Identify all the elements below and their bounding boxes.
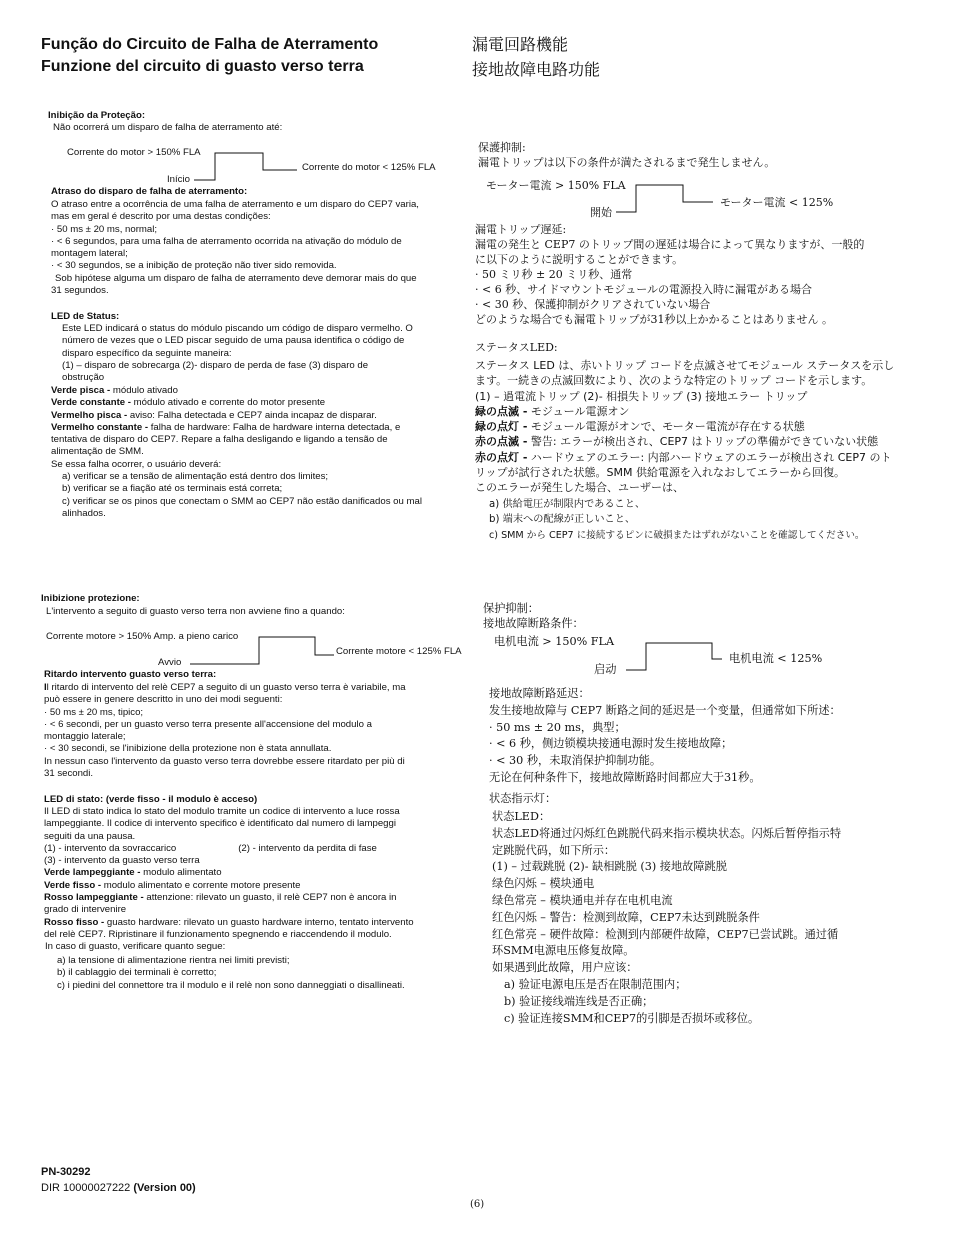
ja-green-solid: 緑の点灯 - モジュール電源がオンで、モーター電流が存在する状態 [475,420,805,434]
it-delay-line: · < 30 secondi, se l'inibizione della protezione non è stata annullata. [44,743,332,755]
zh-inhibit-text: 接地故障断路条件： [483,617,584,630]
ja-diagram-start-label: 開始 [590,206,612,219]
header-title-it: Funzione del circuito di guasto verso terra [41,58,364,75]
pt-red-solid-cont: tentativa de disparo do CEP7. Repare a falha desligando e ligando a tensão de [51,434,388,446]
it-red-flash: Rosso lampeggiante - attenzione: rilevato un guasto, il relè CEP7 non è ancora in [44,892,397,904]
pt-delay-line: Sob hipótese alguma um disparo de falha de aterramento deve demorar mais do que [55,272,417,284]
part-number: PN-30292 [41,1166,91,1178]
pt-green-flash: Verde pisca - módulo ativado [51,385,178,396]
pt-check-item: a) verificar se a tensão de alimentação está dentro dos limites; [62,471,329,482]
ja-red-solid: 赤の点灯 - ハードウェアのエラー: 内部ハードウェアのエラーが検出され CEP7 のト [475,450,892,464]
zh-checks [504,977,759,1027]
dir-line [41,1182,196,1194]
zh-led-line: 状态LED： [492,810,551,823]
pt-diagram-low-label: Corrente do motor < 125% FLA [302,162,436,173]
ja-check-item: c) SMM から CEP7 に接続するピンに破損またはずれがないことを確認してください。 [489,529,865,541]
dir-text: DIR 10000027222 [41,1182,134,1194]
it-check-item: a) la tensione di alimentazione rientra nei limiti previsti; [57,955,290,966]
pt-check-item: c) verificar se os pinos que conectam o SMM ao CEP7 não estão danificados ou mal [62,495,422,507]
it-delay-line: Il ritardo di intervento del relè CEP7 a seguito di un guasto verso terra è variabile, ma [44,682,406,693]
zh-delay-line: 接地故障断路延迟： [489,687,590,700]
zh-delay-line: · < 30 秒，未取消保护抑制功能。 [489,754,662,768]
zh-led-line: 环SMM电源电压修复故障。 [492,944,635,958]
ja-red-solid-cont: リップが試行された状態。SMM 供給電源を入れなおしてエラーから回復。 [475,466,846,480]
pt-delay-line: 31 segundos. [51,285,109,297]
ja-red-flash: 赤の点滅 - 警告: エラーが検出され、CEP7 はトリップの準備ができていない状態 [475,435,879,449]
pt-led-title: LED de Status: [51,311,120,322]
zh-led-line: 红色常亮 – 硬件故障：检测到内部硬件故障，CEP7已尝试跳。通过循 [492,927,839,941]
it-delay-line: può essere in genere descritto in uno dei modi seguenti: [44,694,283,706]
zh-check-item: c) 验证连接SMM和CEP7的引脚是否损坏或移位。 [504,1011,760,1025]
pt-delay-line: · < 6 segundos, para uma falha de aterramento ocorrida na ativação do módulo de [51,235,402,247]
it-diagram-start-label: Avvio [158,657,182,668]
pt-delay-line: · 50 ms ± 20 ms, normal; [51,223,158,235]
ja-delay-line: どのような場合でも漏電トリップが31秒以上かかることはありません 。 [475,313,834,326]
it-green-solid: Verde fisso - modulo alimentato e corrente motore presente [44,879,301,891]
zh-led-line: 定跳脱代码，如下所示： [492,843,616,857]
it-diagram-low-label: Corrente motore < 125% FLA [336,646,462,657]
ja-led-line: ます。一続きの点滅回数により、次のような特定のトリップ コードを示します。 [475,374,873,388]
it-check-item: b) il cablaggio dei terminali è corretto; [57,967,217,979]
ja-led-line: ステータス LED は、赤いトリップ コードを点滅させてモジュール ステータスを示し [475,359,895,372]
zh-check-item: a) 验证电源电压是否在限制范围内； [504,978,687,991]
ja-diagram-low-label: モーター電流 < 125% [720,196,834,209]
ja-diagram-high-label: モーター電流 > 150% FLA [486,179,626,192]
pt-codes-line: obstrução [62,372,105,384]
it-delay-line: In nessun caso l'intervento da guasto verso terra dovrebbe essere ritardato per più di [44,755,405,767]
pt-red-solid: Vermelho constante - falha de hardware: Falha de hardware interna detectada, e [51,421,401,433]
pt-diagram-high-label: Corrente do motor > 150% FLA [67,147,201,158]
it-delay-line: · < 6 secondi, per un guasto verso terra presente all'accensione del modulo a [44,718,372,730]
zh-led-block [492,809,841,977]
it-delay-line: montaggio laterale; [44,731,126,743]
header-title-zh: 接地故障电路功能 [472,60,601,79]
pt-codes-line: (1) – disparo de sobrecarga (2)- disparo de perda de fase (3) disparo de [62,359,369,371]
pt-inhibit-text: Não ocorrerá um disparo de falha de aterramento até: [53,122,283,133]
it-inhibit-title: Inibizione protezione: [41,593,140,604]
ja-led-line: (1) – 過電流トリップ (2)- 相損失トリップ (3) 接地エラー トリップ [475,389,808,403]
ja-delay-line: 漏電の発生と CEP7 のトリップ間の遅延は場合によって異なりますが、一般的 [475,238,865,251]
it-led-title: LED di stato: (verde fisso - il modulo è acceso) [44,794,258,805]
ja-inhibit-text: 漏電トリップは以下の条件が満たされるまで発生しません。 [478,156,776,169]
ja-fail-intro: このエラーが発生した場合、ユーザーは、 [475,481,684,495]
zh-diagram-start-label: 启动 [594,663,617,676]
zh-delay-block [489,686,841,787]
zh-delay-line: · 50 ms ± 20 ms，典型； [489,720,626,734]
pt-delay-title: Atraso do disparo de falha de aterramento: [51,186,248,197]
zh-inhibit-title: 保护抑制： [483,602,539,615]
pt-delay-line: O atraso entre a ocorrência de uma falha de aterramento e um disparo do CEP7 varia, [51,199,419,210]
pt-red-flash: Vermelho pisca - aviso: Falha detectada e CEP7 ainda incapaz de disparar. [51,409,377,421]
pt-led-intro-line: Este LED indicará o status do módulo piscando um código de disparo vermelho. O [62,323,413,334]
pt-red-solid-cont: alimentação de SMM. [51,446,144,458]
ja-green-flash: 緑の点滅 - モジュール電源オン [475,404,630,418]
it-delay-line: · 50 ms ± 20 ms, tipico; [44,706,144,718]
zh-led-line: 绿色闪烁 – 模块通电 [492,877,595,891]
pt-led-intro-line: número de vezes que o LED piscar seguido de uma pausa identifica o código de [62,335,405,347]
ja-inhibit-title: 保護抑制: [478,141,526,154]
zh-led-line: 如果遇到此故障，用户应该： [492,961,638,975]
pt-inhibit-title: Inibição da Proteção: [48,110,146,121]
zh-led-heading: 状态指示灯： [489,792,557,805]
version-text: (Version 00) [133,1182,196,1194]
it-red-solid-cont: del relè CEP7. Ripristinare il funzionamento spegnendo e riaccendendo il modulo. [44,928,392,940]
it-red-solid: Rosso fisso - guasto hardware: rilevato un guasto hardware interno, tentato intervento [44,916,414,928]
zh-led-line: (1) – 过载跳脱 (2)- 缺相跳脱 (3) 接地故障跳脱 [492,860,727,874]
zh-diagram-low-label: 电机电流 < 125% [729,652,823,665]
pt-delay-line: mas em geral é descrito por uma destas condições: [51,211,271,223]
header-title-pt: Função do Circuito de Falha de Aterramento [41,36,379,53]
pt-fail-intro: Se essa falha ocorrer, o usuário deverá: [51,458,222,470]
ja-check-item: a) 供給電圧が制限内であること、 [489,499,646,510]
page-number: (6) [470,1199,485,1210]
it-inhibit-text: L'intervento a seguito di guasto verso terra non avviene fino a quando: [46,606,345,617]
pt-delay-line: · < 30 segundos, se a inibição de proteção não tiver sido removida. [51,260,337,272]
zh-diagram-high-label: 电机电流 > 150% FLA [494,635,615,648]
zh-led-line: 红色闪烁 – 警告：检测到故障，CEP7未达到跳脱条件 [492,910,760,924]
it-codes-line: (1) - intervento da sovraccarico (2) - intervento da perdita di fase [44,842,377,854]
ja-check-item: b) 端末への配線が正しいこと、 [489,514,636,526]
ja-delay-line: · < 6 秒、サイドマウントモジュールの電源投入時に漏電がある場合 [475,283,812,296]
it-diagram-high-label: Corrente motore > 150% Amp. a pieno carico [46,631,239,642]
it-red-flash-cont: grado di intervenire [44,904,127,916]
pt-delay-line: montagem lateral; [51,248,128,260]
pt-check-item: alinhados. [62,507,106,519]
ja-delay-line: 漏電トリップ遅延: [475,223,567,236]
it-green-flash: Verde lampeggiante - modulo alimentato [44,867,222,879]
it-led-line: lampeggiante. Il codice di intervento specifico è identificato dal numero di lampeggi [44,818,396,830]
pt-diagram-start-label: Início [167,174,190,185]
it-delay-title: Ritardo intervento guasto verso terra: [44,669,217,680]
zh-delay-line: 无论在何种条件下，接地故障断路时间都应大于31秒。 [489,770,761,784]
pt-green-solid: Verde constante - módulo ativado e corrente do motor presente [51,397,326,409]
zh-led-line: 绿色常亮 – 模块通电并存在电机电流 [492,893,673,907]
it-led-line: Il LED di stato indica lo stato del modulo tramite un codice di intervento a luce rossa [44,806,400,817]
it-code3: (3) - intervento da guasto verso terra [44,855,200,867]
ja-delay-line: · < 30 秒、保護抑制がクリアされていない場合 [475,298,711,311]
pt-led-intro-line: disparo específico da seguinte maneira: [62,347,232,359]
pt-check-item: b) verificar se a fiação até os terminais está correta; [62,483,283,495]
it-delay-line: 31 secondi. [44,768,94,780]
zh-delay-line: 发生接地故障与 CEP7 断路之间的延迟是一个变量，但通常如下所述： [489,703,841,717]
it-check-item: c) i piedini del connettore tra il modulo e il relè non sono danneggiati o disallineati. [57,979,405,991]
ja-delay-line: に以下のように説明することができます。 [475,253,684,266]
ja-delay-line: · 50 ミリ秒 ± 20 ミリ秒、通常 [475,268,633,281]
it-fail-intro: In caso di guasto, verificare quanto segue: [45,941,226,953]
it-led-line: seguiti da una pausa. [44,830,136,842]
header-title-ja: 漏電回路機能 [472,35,569,54]
ja-led-title: ステータスLED: [475,341,558,354]
zh-delay-line: · < 6 秒，侧边锁模块接通电源时发生接地故障； [489,737,733,751]
zh-led-line: 状态LED将通过闪烁红色跳脱代码来指示模块状态。闪烁后暂停指示特 [492,826,842,840]
zh-check-item: b) 验证接线端连线是否正确； [504,994,654,1008]
